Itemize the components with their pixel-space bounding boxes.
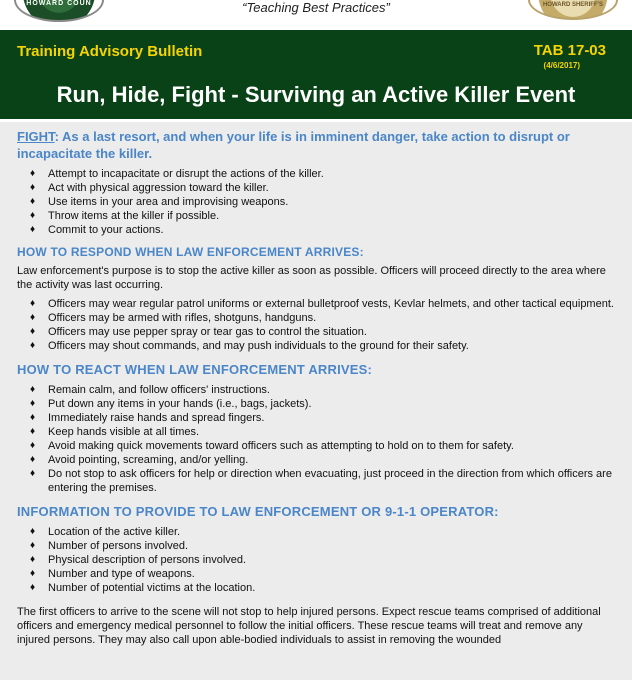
list-item: ♦ Officers may be armed with rifles, shotguns, handguns.: [30, 311, 615, 325]
list-item: ♦ Throw items at the killer if possible.: [30, 209, 615, 223]
info-list: [17, 525, 615, 595]
bulletin-content: [17, 128, 615, 647]
page-title: Run, Hide, Fight - Surviving an Active Killer Event: [56, 82, 576, 107]
list-item: ♦ Do not stop to ask officers for help or direction when evacuating, just proceed in the direction from which officers are entering the premises.: [30, 467, 615, 495]
county-logo-text: HOWARD COUN: [26, 0, 92, 7]
fight-lead-text: : As a last resort, and when your life is in imminent danger, take action to disrupt or incapacitate the killer.: [17, 129, 570, 161]
list-item: ♦ Commit to your actions.: [30, 223, 615, 237]
tab-number: TAB 17-03: [533, 42, 606, 59]
closing-text: The first officers to arrive to the scene will not stop to help injured persons. Expect rescue teams comprised of additional officers and emergency medical personnel to follow the initial officers. These rescue teams will treat and remove any injured persons. They may also call upon able-bodied individuals to assist in removing the wounded: [17, 606, 601, 646]
title-banner: [0, 30, 632, 119]
list-item: ♦ Physical description of persons involved.: [30, 553, 615, 567]
tab-date: (4/6/2017): [543, 61, 580, 70]
list-item: ♦ Keep hands visible at all times.: [30, 425, 615, 439]
bulletin-body: [0, 122, 632, 680]
list-item: ♦ Put down any items in your hands (i.e., bags, jackets).: [30, 397, 615, 411]
respond-heading: HOW TO RESPOND WHEN LAW ENFORCEMENT ARRIVES:: [17, 245, 364, 259]
list-item: ♦ Location of the active killer.: [30, 525, 615, 539]
respond-list: [17, 297, 615, 353]
respond-text: Law enforcement's purpose is to stop the active killer as soon as possible. Officers will proceed directly to the area where the activity was last occurring.: [17, 265, 606, 291]
list-item: ♦ Avoid making quick movements toward officers such as attempting to hold on to them for safety.: [30, 439, 615, 453]
sheriff-badge-logo: [528, 0, 618, 20]
fight-keyword: FIGHT: [17, 129, 55, 144]
list-item: ♦ Attempt to incapacitate or disrupt the actions of the killer.: [30, 167, 615, 181]
list-item: ♦ Number and type of weapons.: [30, 567, 615, 581]
bulletin-label: Training Advisory Bulletin: [17, 43, 203, 60]
list-item: ♦ Use items in your area and improvising weapons.: [30, 195, 615, 209]
tagline: “Teaching Best Practices”: [242, 0, 390, 15]
list-item: ♦ Avoid pointing, screaming, and/or yelling.: [30, 453, 615, 467]
react-heading: HOW TO REACT WHEN LAW ENFORCEMENT ARRIVES:: [17, 362, 373, 377]
list-item: ♦ Remain calm, and follow officers' instructions.: [30, 383, 615, 397]
header-strip: [0, 0, 632, 28]
list-item: ♦ Officers may wear regular patrol uniforms or external bulletproof vests, Kevlar helmets, and other tactical equipment.: [30, 297, 615, 311]
list-item: ♦ Officers may use pepper spray or tear gas to control the situation.: [30, 325, 615, 339]
fight-list: [17, 167, 615, 237]
info-heading: INFORMATION TO PROVIDE TO LAW ENFORCEMENT OR 9-1-1 OPERATOR:: [17, 504, 499, 519]
list-item: ♦ Immediately raise hands and spread fingers.: [30, 411, 615, 425]
react-list: [17, 383, 615, 495]
list-item: ♦ Number of potential victims at the location.: [30, 581, 615, 595]
sheriff-logo-text: HOWARD SHERIFF'S: [542, 2, 604, 8]
fight-lead: [17, 128, 615, 162]
list-item: ♦ Officers may shout commands, and may push individuals to the ground for their safety.: [30, 339, 615, 353]
list-item: ♦ Number of persons involved.: [30, 539, 615, 553]
list-item: ♦ Act with physical aggression toward the killer.: [30, 181, 615, 195]
